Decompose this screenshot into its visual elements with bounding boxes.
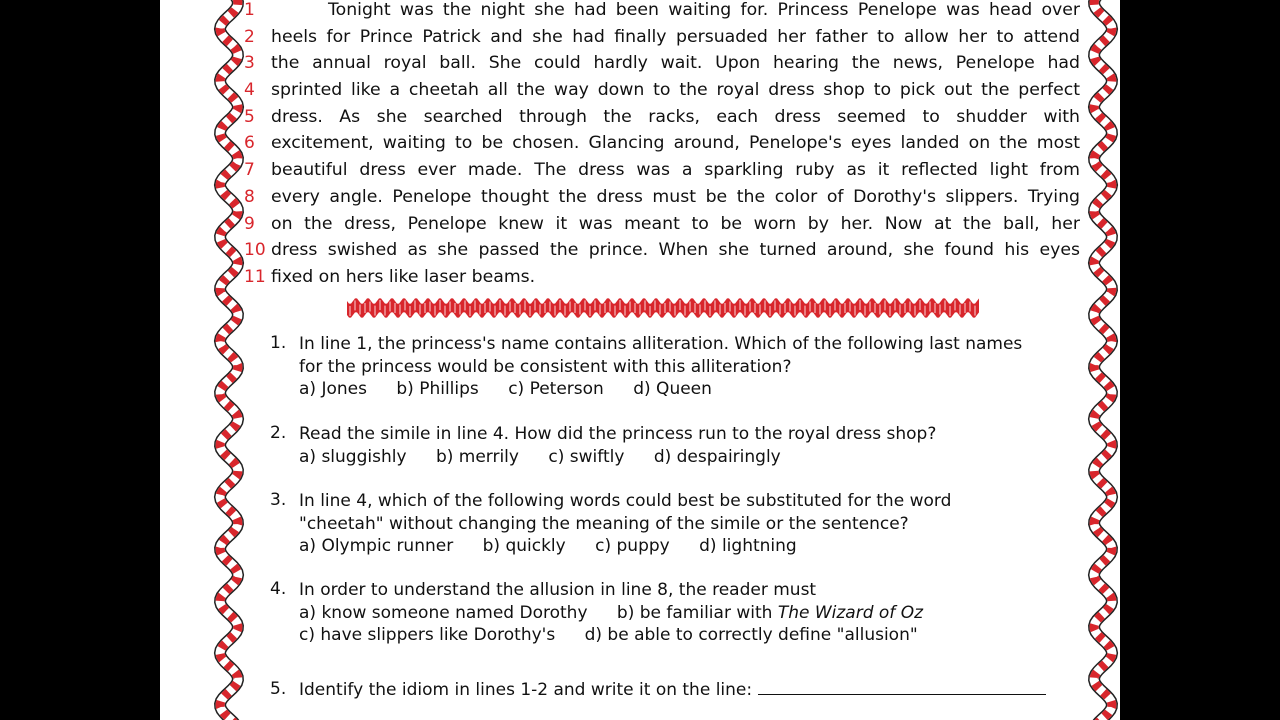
question-number: 4. [270, 579, 287, 599]
passage-line [244, 264, 1080, 291]
option-a[interactable]: a) know someone named Dorothy [299, 602, 588, 623]
candy-cane-border-right [1078, 0, 1120, 720]
option-d[interactable]: d) Queen [633, 379, 712, 399]
question-number: 2. [270, 423, 287, 443]
option-c[interactable]: c) swiftly [548, 446, 625, 467]
option-c[interactable]: c) puppy [595, 536, 670, 556]
question-text: In line 1, the princess's name contains alliteration. Which of the following last names [299, 334, 1023, 354]
passage-line [244, 77, 1080, 104]
line-number: 7 [244, 160, 255, 181]
question-text: In order to understand the allusion in line 8, the reader must [299, 580, 817, 600]
question-number: 3. [270, 490, 287, 510]
line-number: 4 [244, 80, 255, 101]
line-number: 3 [244, 53, 255, 74]
option-a[interactable]: a) Jones [299, 379, 367, 399]
line-text: sprinted like a cheetah all the way down to the royal dress shop to pick out the perfect [271, 80, 1080, 101]
passage-line [244, 211, 1080, 238]
option-c[interactable]: c) have slippers like Dorothy's [299, 625, 556, 645]
question-3 [270, 490, 1070, 558]
question-text: for the princess would be consistent with this alliteration? [299, 356, 792, 377]
option-b-text: b) be familiar with [616, 602, 773, 623]
line-text: excitement, waiting to be chosen. Glancing around, Penelope's eyes landed on the most [271, 133, 1080, 154]
option-b-title: The Wizard of Oz [777, 602, 924, 623]
answer-options [299, 535, 1070, 558]
wavy-divider [347, 296, 979, 320]
line-number: 5 [244, 106, 255, 127]
question-prompt [299, 679, 1070, 702]
line-text: heels for Prince Patrick and she had finally persuaded her father to allow her to attend [271, 26, 1080, 47]
line-number: 8 [244, 186, 255, 207]
line-text: beautiful dress ever made. The dress was a sparkling ruby as it reflected light from [271, 160, 1080, 181]
question-text: "cheetah" without changing the meaning of the simile or the sentence? [299, 513, 909, 534]
option-a[interactable]: a) sluggishly [299, 446, 407, 467]
line-text: on the dress, Penelope knew it was meant to be worn by her. Now at the ball, her [271, 213, 1080, 234]
line-text: dress. As she searched through the racks, each dress seemed to shudder with [271, 106, 1080, 127]
line-text: every angle. Penelope thought the dress must be the color of Dorothy's slippers. Trying [271, 186, 1080, 207]
line-text: the annual royal ball. She could hardly wait. Upon hearing the news, Penelope had [271, 53, 1080, 74]
passage-line [244, 130, 1080, 157]
passage-line [244, 24, 1080, 51]
option-d[interactable]: d) despairingly [653, 446, 781, 467]
question-number: 1. [270, 333, 287, 353]
question-text: In line 4, which of the following words could best be substituted for the word [299, 491, 952, 511]
line-text: Tonight was the night she had been waiting for. Princess Penelope was head over [328, 0, 1080, 20]
passage-line [244, 0, 1080, 24]
line-number: 6 [244, 133, 255, 154]
line-text: dress swished as she passed the prince. When she turned around, she found his eyes [271, 240, 1080, 261]
question-4 [270, 579, 1070, 647]
passage-line [244, 184, 1080, 211]
line-number: 9 [244, 213, 255, 234]
line-number: 11 [244, 266, 266, 287]
option-d[interactable]: d) lightning [699, 536, 797, 556]
question-5 [270, 679, 1070, 702]
line-number: 1 [244, 0, 255, 20]
worksheet-page [160, 0, 1120, 720]
option-c[interactable]: c) Peterson [508, 379, 604, 399]
passage-line [244, 50, 1080, 77]
passage-line [244, 237, 1080, 264]
line-text: fixed on hers like laser beams. [271, 266, 536, 287]
option-b[interactable] [617, 603, 947, 623]
question-1 [270, 333, 1070, 401]
answer-blank-line[interactable] [758, 682, 1046, 695]
answer-options [299, 602, 1070, 625]
question-2 [270, 423, 1070, 468]
answer-options [299, 624, 1070, 647]
question-text: Identify the idiom in lines 1-2 and write it on the line: [299, 680, 758, 700]
option-a[interactable]: a) Olympic runner [299, 536, 454, 556]
passage-line [244, 157, 1080, 184]
line-number: 2 [244, 26, 255, 47]
line-number: 10 [244, 240, 266, 261]
answer-options [299, 378, 1070, 401]
option-d[interactable]: d) be able to correctly define "allusion" [584, 625, 918, 645]
option-b[interactable]: b) Phillips [396, 379, 479, 399]
answer-options [299, 446, 1070, 469]
reading-passage [244, 0, 1080, 291]
question-text: Read the simile in line 4. How did the princess run to the royal dress shop? [299, 424, 937, 444]
option-b[interactable]: b) quickly [482, 536, 566, 556]
option-b[interactable]: b) merrily [435, 446, 519, 467]
passage-line [244, 104, 1080, 131]
question-number: 5. [270, 679, 287, 699]
